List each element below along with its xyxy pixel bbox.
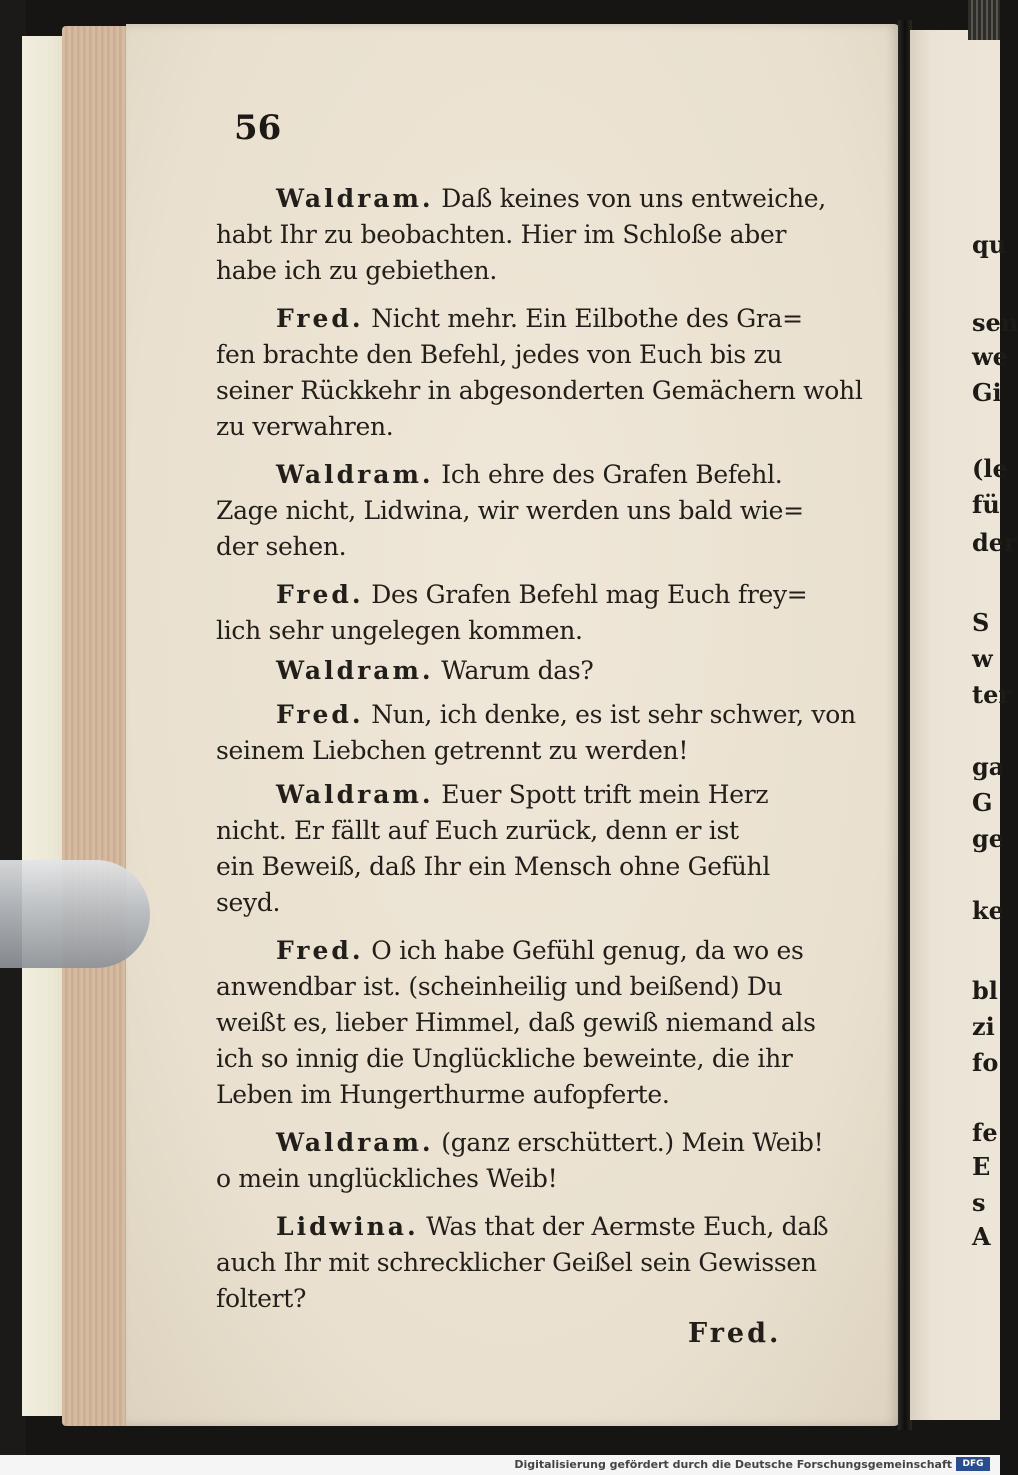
fragment: E <box>972 1152 991 1181</box>
fragment: fü <box>972 490 1000 519</box>
speaker-name: Fred. <box>276 936 364 965</box>
text-line: o mein unglückliches Weib! <box>216 1164 558 1193</box>
text-line: Waldram. Warum das? <box>276 656 594 685</box>
fragment: sen <box>972 308 1018 337</box>
fragment: ter <box>972 680 1011 709</box>
page-number: 56 <box>234 108 282 148</box>
text-line: anwendbar ist. (scheinheilig und beißend) Du <box>216 972 783 1001</box>
text-line: seyd. <box>216 888 281 917</box>
page-edges <box>62 26 132 1426</box>
dfg-logo: DFG <box>956 1457 990 1471</box>
fragment: s <box>972 1188 986 1217</box>
funding-credit: Digitalisierung gefördert durch die Deutsche Forschungsgemeinschaft <box>514 1458 952 1471</box>
fragment: qu <box>972 230 1007 259</box>
text-line: habt Ihr zu beobachten. Hier im Schloße aber <box>216 220 787 249</box>
speaker-name: Fred. <box>276 304 364 333</box>
speaker-name: Waldram. <box>276 656 434 685</box>
text-line: fen brachte den Befehl, jedes von Euch bis zu <box>216 340 783 369</box>
fragment: ke <box>972 896 1004 925</box>
text-line: Fred. Nicht mehr. Ein Eilbothe des Gra= <box>276 304 803 333</box>
text-line: ein Beweiß, daß Ihr ein Mensch ohne Gefühl <box>216 852 771 881</box>
text-line: Waldram. Ich ehre des Grafen Befehl. <box>276 460 783 489</box>
speaker-name: Waldram. <box>276 184 434 213</box>
text-line: Waldram. (ganz erschüttert.) Mein Weib! <box>276 1128 824 1157</box>
text-line: Lidwina. Was that der Aermste Euch, daß <box>276 1212 829 1241</box>
text-line: zu verwahren. <box>216 412 394 441</box>
text-line: Fred. Nun, ich denke, es ist sehr schwer, von <box>276 700 856 729</box>
speaker-name: Fred. <box>276 580 364 609</box>
fragment: ga <box>972 752 1005 781</box>
text-line: der sehen. <box>216 532 347 561</box>
speaker-name: Waldram. <box>276 1128 434 1157</box>
fragment: (le <box>972 454 1008 483</box>
fragment: G <box>972 788 993 817</box>
fragment: Gi <box>972 378 1002 407</box>
text-line: weißt es, lieber Himmel, daß gewiß niemand als <box>216 1008 816 1037</box>
speaker-name: Waldram. <box>276 460 434 489</box>
text-line: foltert? <box>216 1284 307 1313</box>
speaker-name: Fred. <box>276 700 364 729</box>
fragment: w <box>972 644 993 673</box>
text-line: nicht. Er fällt auf Euch zurück, denn er ist <box>216 816 739 845</box>
text-line: Leben im Hungerthurme aufopferte. <box>216 1080 670 1109</box>
text-line: auch Ihr mit schrecklicher Geißel sein Gewissen <box>216 1248 817 1277</box>
text-line: Zage nicht, Lidwina, wir werden uns bald wie= <box>216 496 804 525</box>
fragment: we <box>972 342 1008 371</box>
text-line: habe ich zu gebiethen. <box>216 256 497 285</box>
fragment: ge <box>972 824 1005 853</box>
catchword: Fred. <box>688 1318 782 1349</box>
plastic-page-holder <box>0 860 150 968</box>
text-line: seiner Rückkehr in abgesonderten Gemächern wohl <box>216 376 863 405</box>
fragment: A <box>972 1222 991 1251</box>
fragment: fe <box>972 1118 998 1147</box>
fragment: S <box>972 608 990 637</box>
text-line: Waldram. Daß keines von uns entweiche, <box>276 184 826 213</box>
speaker-name: Waldram. <box>276 780 434 809</box>
fragment: bl <box>972 976 998 1005</box>
scanner-bars <box>968 0 1000 40</box>
text-line: Waldram. Euer Spott trift mein Herz <box>276 780 769 809</box>
fragment: der <box>972 528 1017 557</box>
fragment: fo <box>972 1048 999 1077</box>
speaker-name: Lidwina. <box>276 1212 419 1241</box>
text-line: lich sehr ungelegen kommen. <box>216 616 583 645</box>
text-line: Fred. O ich habe Gefühl genug, da wo es <box>276 936 804 965</box>
fragment: zi <box>972 1012 995 1041</box>
text-line: ich so innig die Unglückliche beweinte, die ihr <box>216 1044 793 1073</box>
text-line: Fred. Des Grafen Befehl mag Euch frey= <box>276 580 808 609</box>
text-line: seinem Liebchen getrennt zu werden! <box>216 736 689 765</box>
